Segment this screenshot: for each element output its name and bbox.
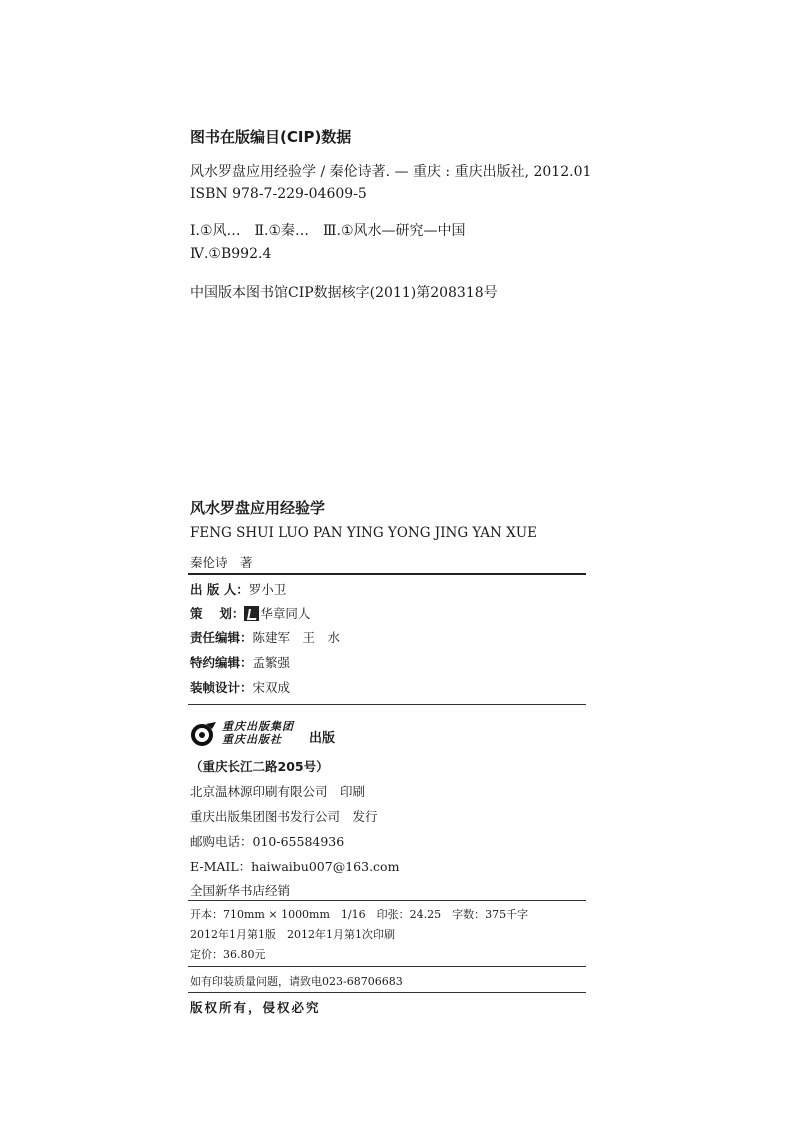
credit-special-editor: [190, 653, 290, 671]
credit-value: 华章同人: [260, 606, 311, 621]
credit-value: 陈建军 王 水: [252, 630, 341, 645]
credit-label: 出 版 人：: [190, 582, 249, 597]
divider-credits: [188, 704, 586, 705]
cip-classification-2: Ⅳ.①B992.4: [190, 246, 272, 262]
cip-classification-1: Ⅰ.①风… Ⅱ.①秦… Ⅲ.①风水—研究—中国: [190, 223, 466, 239]
price: 定价：36.80元: [190, 948, 266, 961]
credit-label: 装帧设计：: [190, 680, 253, 695]
credit-value: 孟繁强: [252, 655, 291, 670]
credit-value: 罗小卫: [248, 582, 287, 597]
divider-specs: [188, 966, 586, 967]
book-title-pinyin: FENG SHUI LUO PAN YING YONG JING YAN XUE: [190, 525, 537, 541]
book-title-cn: 风水罗盘应用经验学: [190, 499, 326, 517]
cip-number: 中国版本图书馆CIP数据核字(2011)第208318号: [190, 285, 498, 301]
publisher-address: （重庆长江二路205号）: [190, 759, 329, 774]
publisher-action: 出版: [309, 731, 336, 746]
book-format: 开本：710mm × 1000mm 1/16 印张：24.25 字数：375千字: [190, 908, 529, 921]
cip-isbn: ISBN 978-7-229-04609-5: [190, 186, 367, 202]
credit-planning: [190, 604, 310, 622]
credit-publisher-person: [190, 580, 286, 598]
copyright-notice: 版权所有，侵权必究: [190, 1000, 321, 1015]
publisher-logo-icon: [190, 722, 218, 746]
credit-label: 特约编辑：: [190, 655, 253, 670]
quality-notice: 如有印装质量问题，请致电023-68706683: [190, 975, 403, 988]
divider-top: [188, 573, 586, 575]
printer: 北京温林源印刷有限公司 印刷: [190, 784, 366, 799]
credit-design: [190, 678, 290, 696]
credit-label: 策 划：: [190, 606, 245, 621]
publisher-logo-text: [222, 720, 294, 746]
sales-channel: 全国新华书店经销: [190, 883, 291, 898]
credit-editor: [190, 628, 340, 646]
divider-notice: [188, 992, 586, 993]
book-author: 秦伦诗 著: [190, 555, 253, 570]
cip-heading: 图书在版编目(CIP)数据: [190, 128, 352, 146]
credit-label: 责任编辑：: [190, 630, 253, 645]
divider-production: [188, 900, 586, 901]
hua-zhang-stamp-icon: [244, 606, 259, 621]
cip-title-line: 风水罗盘应用经验学 / 秦伦诗著. — 重庆 : 重庆出版社, 2012.01: [190, 164, 592, 180]
edition-info: 2012年1月第1版 2012年1月第1次印刷: [190, 928, 395, 941]
distributor: 重庆出版集团图书发行公司 发行: [190, 809, 378, 824]
credit-value: 宋双成: [252, 680, 291, 695]
mail-order-phone: 邮购电话：010-65584936: [190, 834, 345, 849]
email: E-MAIL：haiwaibu007@163.com: [190, 859, 400, 874]
publisher-logo-line-2: 重庆出版社: [222, 733, 282, 746]
publisher-logo-line-1: 重庆出版集团: [222, 720, 294, 733]
